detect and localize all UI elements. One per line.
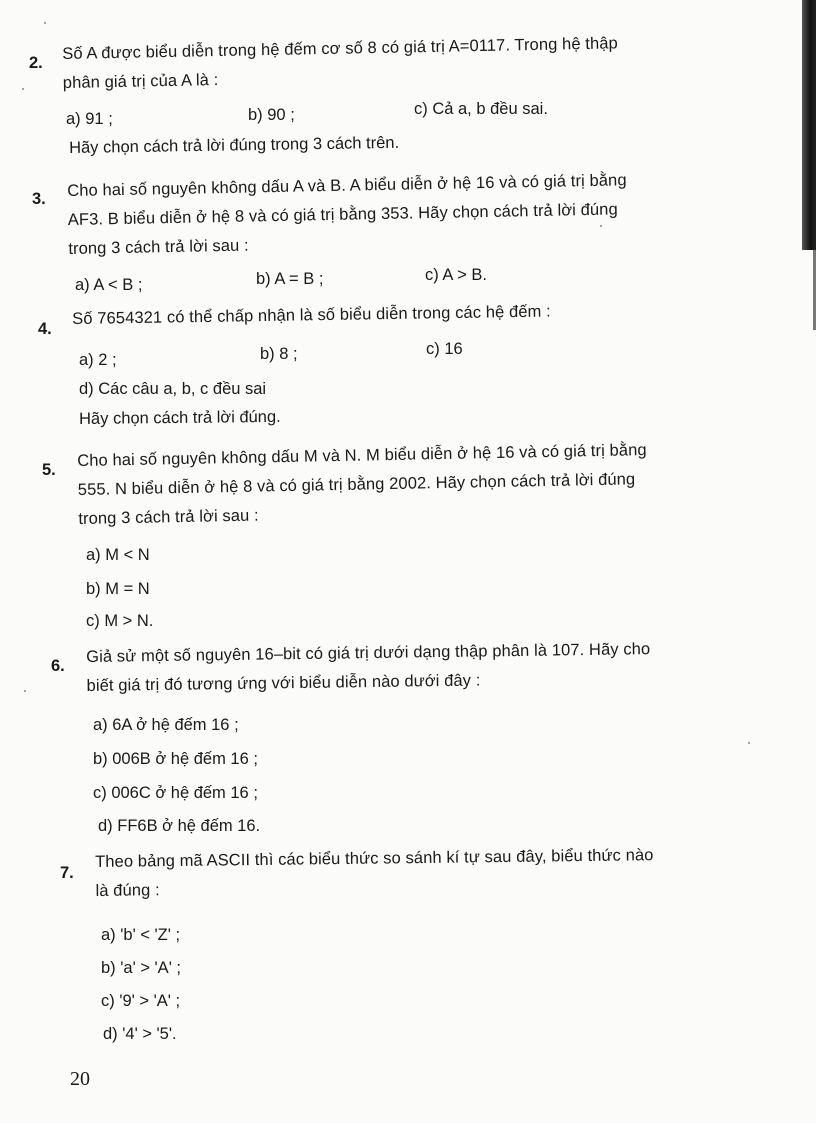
option: a) 91 ; — [66, 110, 113, 128]
option: c) A > B. — [425, 266, 487, 284]
page-number: 20 — [70, 1068, 90, 1090]
question-line: trong 3 cách trả lời sau : — [68, 236, 249, 258]
question-line: Theo bảng mã ASCII thì các biểu thức so sánh kí tự sau đây, biểu thức nào — [95, 846, 654, 871]
option: b) 'a' > 'A' ; — [101, 959, 182, 977]
question-line: Giả sử một số nguyên 16–bit có giá trị dưới dạng thập phân là 107. Hãy cho — [86, 640, 651, 666]
question-text — [95, 841, 654, 906]
question-line: phân giá trị của A là : — [62, 71, 219, 92]
question-text — [62, 29, 619, 98]
question-number: 2. — [29, 54, 43, 72]
option: b) M = N — [86, 580, 150, 598]
option: b) 90 ; — [248, 106, 295, 124]
instruction: Hãy chọn cách trả lời đúng trong 3 cách trên. — [69, 133, 400, 157]
option: c) M > N. — [86, 612, 154, 630]
question-number: 3. — [32, 190, 46, 208]
option: a) 6A ở hệ đếm 16 ; — [93, 716, 239, 734]
scan-speck — [22, 88, 24, 90]
question-number: 5. — [42, 461, 56, 479]
option: c) 006C ở hệ đếm 16 ; — [93, 784, 258, 802]
question-line: biết giá trị đó tương ứng với biểu diễn nào dưới đây : — [86, 671, 481, 695]
option: d) '4' > '5'. — [103, 1025, 177, 1043]
question-line: trong 3 cách trả lời sau : — [78, 506, 259, 528]
question-number: 4. — [38, 320, 52, 338]
question-number: 6. — [51, 657, 65, 675]
question-line: AF3. B biểu diễn ở hệ 8 và có giá trị bằng 353. Hãy chọn cách trả lời đúng — [67, 200, 618, 229]
page-edge-shadow — [802, 0, 816, 250]
option: b) A = B ; — [256, 270, 324, 288]
option: c) 16 — [426, 340, 463, 358]
option: a) 'b' < 'Z' ; — [101, 926, 181, 944]
question-text — [77, 436, 648, 534]
option: c) Cả a, b đều sai. — [414, 100, 548, 118]
question-line: là đúng : — [95, 881, 160, 900]
question-number: 7. — [60, 864, 74, 882]
instruction: Hãy chọn cách trả lời đúng. — [79, 407, 281, 428]
question-line: Số A được biểu diễn trong hệ đếm cơ số 8 có giá trị A=0117. Trong hệ thập — [62, 34, 619, 63]
question-text — [86, 635, 651, 701]
question-line: Cho hai số nguyên không dấu M và N. M biểu diễn ở hệ 16 và có giá trị bằng — [77, 441, 647, 470]
option: d) Các câu a, b, c đều sai — [79, 380, 267, 398]
scan-speck — [748, 742, 750, 744]
option: b) 8 ; — [260, 345, 298, 363]
option: b) 006B ở hệ đếm 16 ; — [93, 750, 258, 768]
option: a) M < N — [86, 546, 150, 564]
option: a) A < B ; — [75, 276, 143, 294]
question-text — [67, 166, 628, 264]
scan-speck — [44, 22, 46, 24]
option: d) FF6B ở hệ đếm 16. — [98, 817, 261, 835]
question-text — [72, 297, 551, 334]
question-line: Số 7654321 có thể chấp nhận là số biểu diễn trong các hệ đếm : — [72, 302, 551, 328]
scan-speck — [24, 690, 26, 692]
question-line: 555. N biểu diễn ở hệ 8 và có giá trị bằng 2002. Hãy chọn cách trả lời đúng — [77, 470, 636, 499]
option: c) '9' > 'A' ; — [101, 992, 181, 1010]
option: a) 2 ; — [79, 351, 117, 369]
question-line: Cho hai số nguyên không dấu A và B. A biểu diễn ở hệ 16 và có giá trị bằng — [67, 171, 627, 200]
